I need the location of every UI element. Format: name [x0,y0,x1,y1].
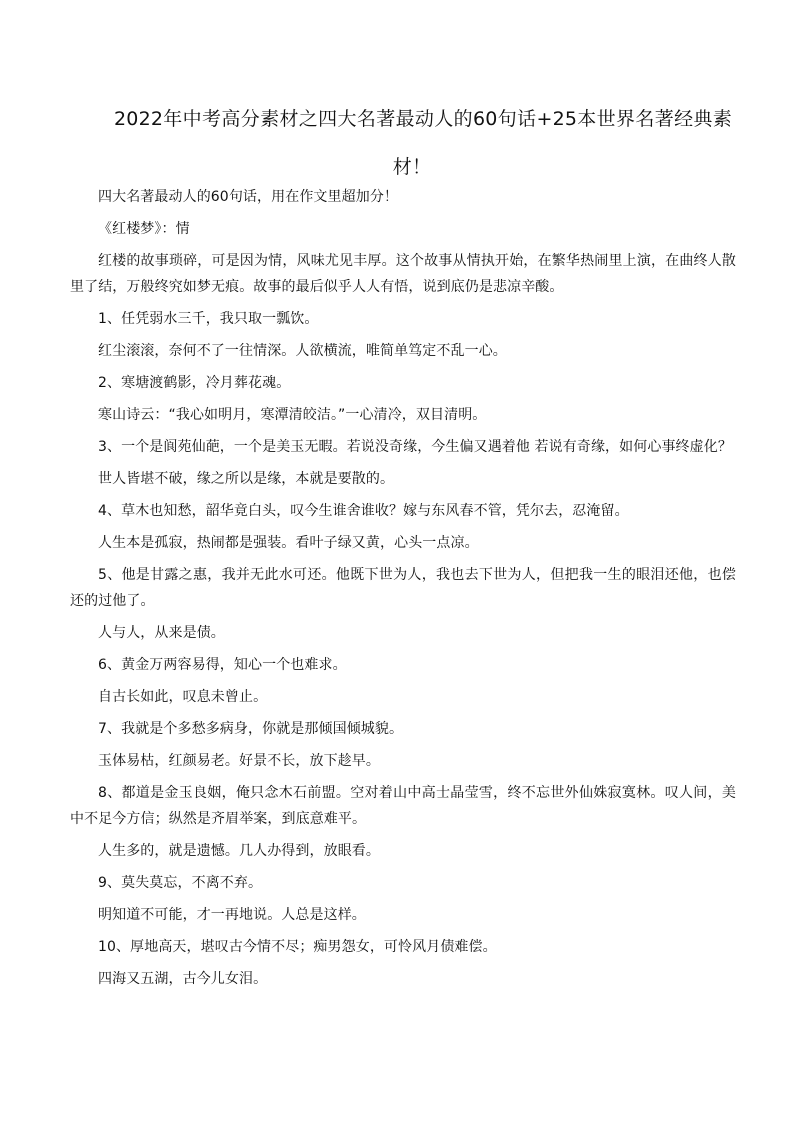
section-heading-hongloumeng: 《红楼梦》：情 [98,221,190,237]
comment-1: 红尘滚滚，奈何不了一往情深。人欲横流，唯简单笃定不乱一心。 [98,343,507,359]
quote-2: 2、寒塘渡鹤影，冷月葬花魂。 [98,375,291,391]
document-title: 2022年中考高分素材之四大名著最动人的60句话+25本世界名著经典素材！ [114,108,732,178]
quote-9: 9、莫失莫忘，不离不弃。 [98,875,263,891]
comment-10: 四海又五湖，古今儿女泪。 [98,971,268,987]
quote-10: 10、厚地高天，堪叹古今情不尽；痴男怨女，可怜风月债难偿。 [98,939,497,955]
comment-3: 世人皆堪不破，缘之所以是缘，本就是要散的。 [98,471,395,487]
document-body [70,184,736,998]
quote-6: 6、黄金万两容易得，知心一个也难求。 [98,657,347,673]
quote-1: 1、任凭弱水三千，我只取一瓢饮。 [98,311,319,327]
paragraph-section-intro: 红楼的故事琐碎，可是因为情，风味尤见丰厚。这个故事从情执开始，在繁华热闹里上演，在曲终人散里了结，万般终究如梦无痕。故事的最后似乎人人有悟，说到底仍是悲凉辛酸。 [70,253,736,295]
comment-5: 人与人，从来是债。 [98,625,225,641]
quote-3: 3、一个是阆苑仙葩，一个是美玉无暇。若说没奇缘，今生偏又遇着他 若说有奇缘，如何心事终虚化？ [98,439,732,455]
quote-4: 4、草木也知愁，韶华竟白头，叹今生谁舍谁收？嫁与东风春不管，凭尔去，忍淹留。 [98,503,629,519]
comment-7: 玉体易枯，红颜易老。好景不长，放下趁早。 [98,753,380,769]
comment-8: 人生多的，就是遗憾。几人办得到，放眼看。 [98,843,380,859]
quote-8: 8、都道是金玉良姻，俺只念木石前盟。空对着山中高士晶莹雪，终不忘世外仙姝寂寞林。叹人间，美中不足今方信；纵然是齐眉举案，到底意难平。 [70,785,736,827]
comment-4: 人生本是孤寂，热闹都是强装。看叶子绿又黄，心头一点凉。 [98,535,479,551]
comment-2: 寒山诗云：“我心如明月，寒潭清皎洁。”一心清冷，双目清明。 [98,407,487,423]
comment-9: 明知道不可能，才一再地说。人总是这样。 [98,907,366,923]
quote-7: 7、我就是个多愁多病身，你就是那倾国倾城貌。 [98,721,404,737]
quote-5: 5、他是甘露之惠，我并无此水可还。他既下世为人，我也去下世为人，但把我一生的眼泪还他，也偿还的过他了。 [70,567,736,609]
comment-6: 自古长如此，叹息未曾止。 [98,689,268,705]
paragraph-intro: 四大名著最动人的60句话，用在作文里超加分！ [98,189,399,205]
